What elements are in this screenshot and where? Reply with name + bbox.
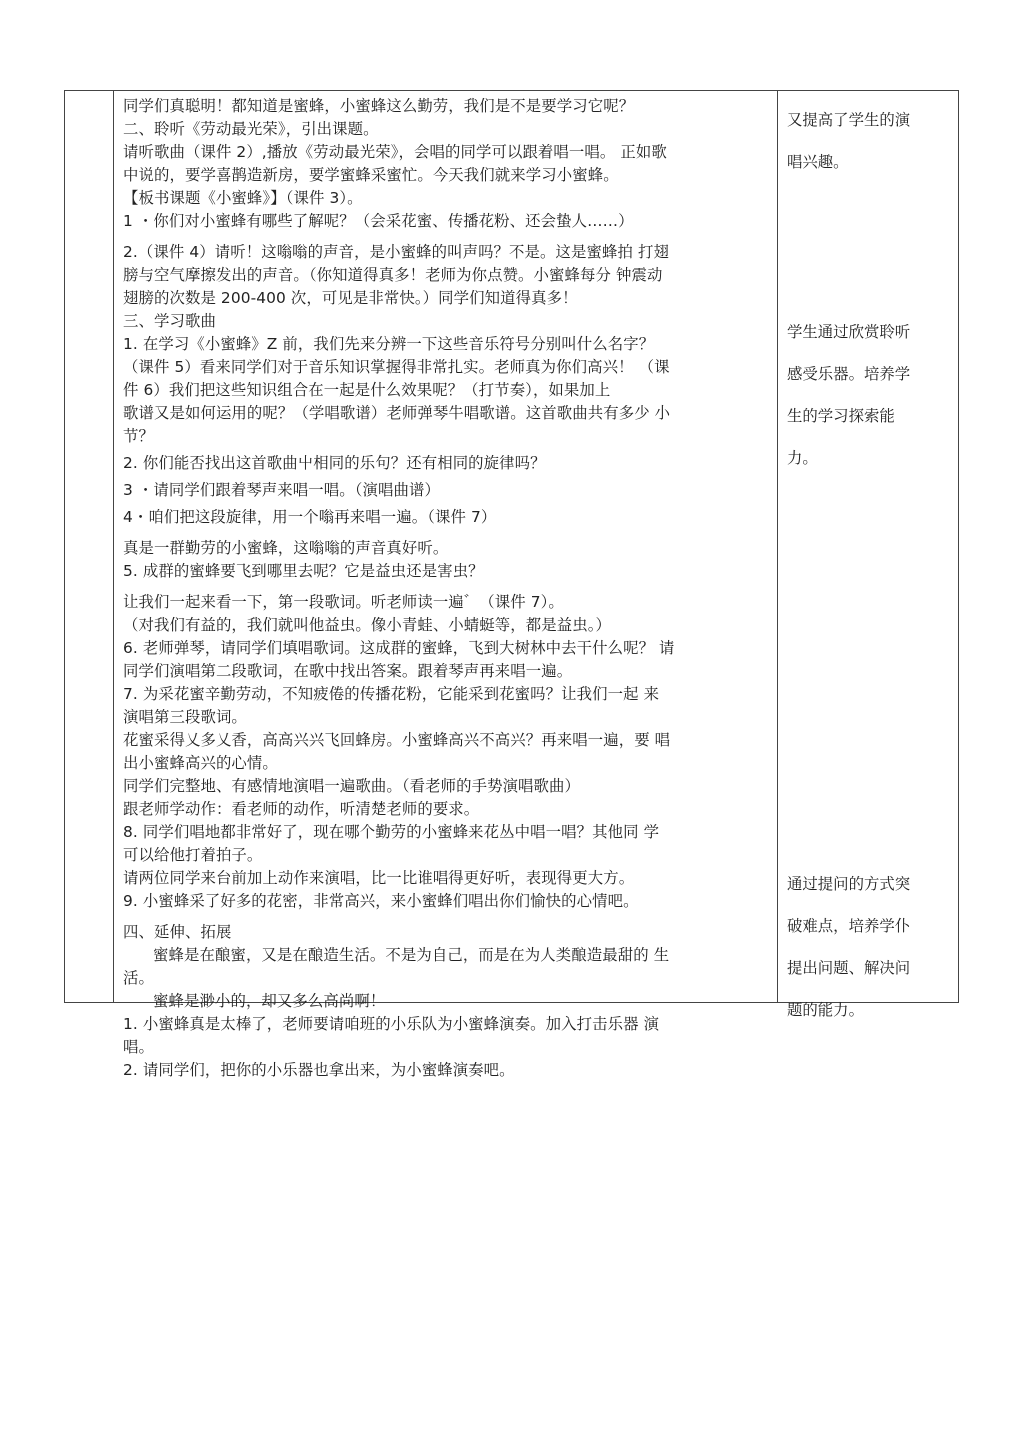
text-line: 演唱第三段歌词。 [123,708,247,726]
lesson-content-column [123,95,773,1082]
text-line: 请两位同学来台前加上动作来演唱，比一比谁唱得更好听，表现得更大方。 [123,869,635,887]
text-line: 让我们一起来看一下，第一段歌词。听老师读一遍゛（课件 7）。 [123,593,564,611]
text-line: 件 6）我们把这些知识组合在一起是什么效果呢？（打节奏），如果加上 [123,381,611,399]
text-line: 1. 在学习《小蜜蜂》Z 前，我们先来分辨一下这些音乐符号分别叫什么名字？ [123,335,655,353]
column-divider-left [113,91,114,1002]
lesson-table [64,90,959,1079]
text-line: 2.（课件 4）请听！这嗡嗡的声音，是小蜜蜂的叫声吗？不是。这是蜜蜂拍 打翅 [123,243,669,261]
text-line: 【板书课题《小蜜蜂》】（课件 3）。 [123,189,363,207]
section-heading: 三、学习歌曲 [123,312,216,330]
text-line: 真是一群勤劳的小蜜蜂，这嗡嗡的声音真好听。 [123,539,449,557]
text-line: 1. 小蜜蜂真是太棒了，老师要请咱班的小乐队为小蜜蜂演奏。加入打击乐器 演 [123,1015,660,1033]
text-line: 9. 小蜜蜂采了好多的花密，非常高兴，来小蜜蜂们唱出你们愉快的心情吧。 [123,892,639,910]
teaching-note-1 [787,99,951,183]
text-line: 蜜蜂是渺小的，却又多么高尚啊！ [153,992,386,1010]
text-line: 可以给他打着拍子。 [123,846,263,864]
text-line: 同学们真聪明！都知道是蜜蜂，小蜜蜂这么勤劳，我们是不是要学习它呢？ [123,97,635,115]
note-line: 通过提问的方式突 [787,875,911,893]
text-line: 6. 老师弹琴，请同学们填唱歌词。这成群的蜜蜂，飞到大树林中去干什么呢？ 请 [123,639,675,657]
note-line: 题的能力。 [787,1001,864,1019]
section-heading: 四、延伸、拓展 [123,923,232,941]
text-line: 8. 同学们唱地都非常好了，现在哪个勤劳的小蜜蜂来花丛中唱一唱？其他同 学 [123,823,660,841]
note-line: 唱兴趣。 [787,153,849,171]
note-line: 力。 [787,449,818,467]
section-heading: 二、聆听《劳动最光荣》，引出课题。 [123,120,379,138]
text-line: 歌谱又是如何运用的呢？（学唱歌谱）老师弹琴牛唱歌谱。这首歌曲共有多少 小 [123,404,671,422]
text-line: 同学们演唱第二段歌词，在歌中找出答案。跟着琴声再来唱一遍。 [123,662,573,680]
text-line: 膀与空气摩擦发出的声音。（你知道得真多！老师为你点赞。小蜜蜂每分 钟震动 [123,266,663,284]
text-line: 蜜蜂是在酿蜜，又是在酿造生活。不是为自己，而是在为人类酿造最甜的 生 [153,946,670,964]
note-line: 生的学习探索能 [787,407,895,425]
text-line: 翅膀的次数是 200-400 次，可见是非常快。）同学们知道得真多！ [123,289,578,307]
column-divider-right [777,91,778,1002]
text-line: 4・咱们把这段旋律，用一个嗡再来唱一遍。（课件 7） [123,508,497,526]
text-line: 1 ・你们对小蜜蜂有哪些了解呢？（会采花蜜、传播花粉、还会蛰人……） [123,212,634,230]
text-line: 节？ [123,427,154,445]
text-line: 唱。 [123,1038,154,1056]
text-line: 7. 为采花蜜辛勤劳动，不知疲倦的传播花粉，它能采到花蜜吗？让我们一起 来 [123,685,660,703]
note-line: 又提高了学生的演 [787,111,911,129]
text-line: 出小蜜蜂高兴的心情。 [123,754,278,772]
teaching-note-2 [787,311,951,479]
text-line: 3 ・请同学们跟着琴声来唱一唱。（演唱曲谱） [123,481,440,499]
text-line: 请听歌曲（课件 2）,播放《劳动最光荣》，会唱的同学可以跟着唱一唱。 正如歌 [123,143,667,161]
text-line: 中说的，要学喜鹊造新房，要学蜜蜂采蜜忙。今天我们就来学习小蜜蜂。 [123,166,619,184]
note-line: 提出问题、解决问 [787,959,911,977]
text-line: 同学们完整地、有感情地演唱一遍歌曲。（看老师的手势演唱歌曲） [123,777,581,795]
note-line: 学生通过欣赏聆听 [787,323,911,341]
text-line: 2. 你们能否找出这首歌曲屮相同的乐句？还有相同的旋律吗？ [123,454,546,472]
text-line: 2. 请同学们，把你的小乐器也拿出来，为小蜜蜂演奏吧。 [123,1061,515,1079]
text-line: 花蜜采得乂多乂香，高高兴兴飞回蜂房。小蜜蜂高兴不高兴？再来唱一遍，要 唱 [123,731,671,749]
text-line: 5. 成群的蜜蜂要飞到哪里去呢？它是益虫还是害虫？ [123,562,484,580]
text-line: 跟老师学动作：看老师的动作，听清楚老师的要求。 [123,800,480,818]
note-line: 破难点，培养学仆 [787,917,911,935]
text-line: 活。 [123,969,154,987]
teaching-note-3 [787,863,951,1031]
text-line: （对我们有益的，我们就叫他益虫。像小青蛙、小蜻蜓等，都是益虫。） [123,616,612,634]
text-line: （课件 5）看来同学们对于音乐知识掌握得非常扎实。老师真为你们高兴！ （课 [123,358,670,376]
note-line: 感受乐器。培养学 [787,365,911,383]
